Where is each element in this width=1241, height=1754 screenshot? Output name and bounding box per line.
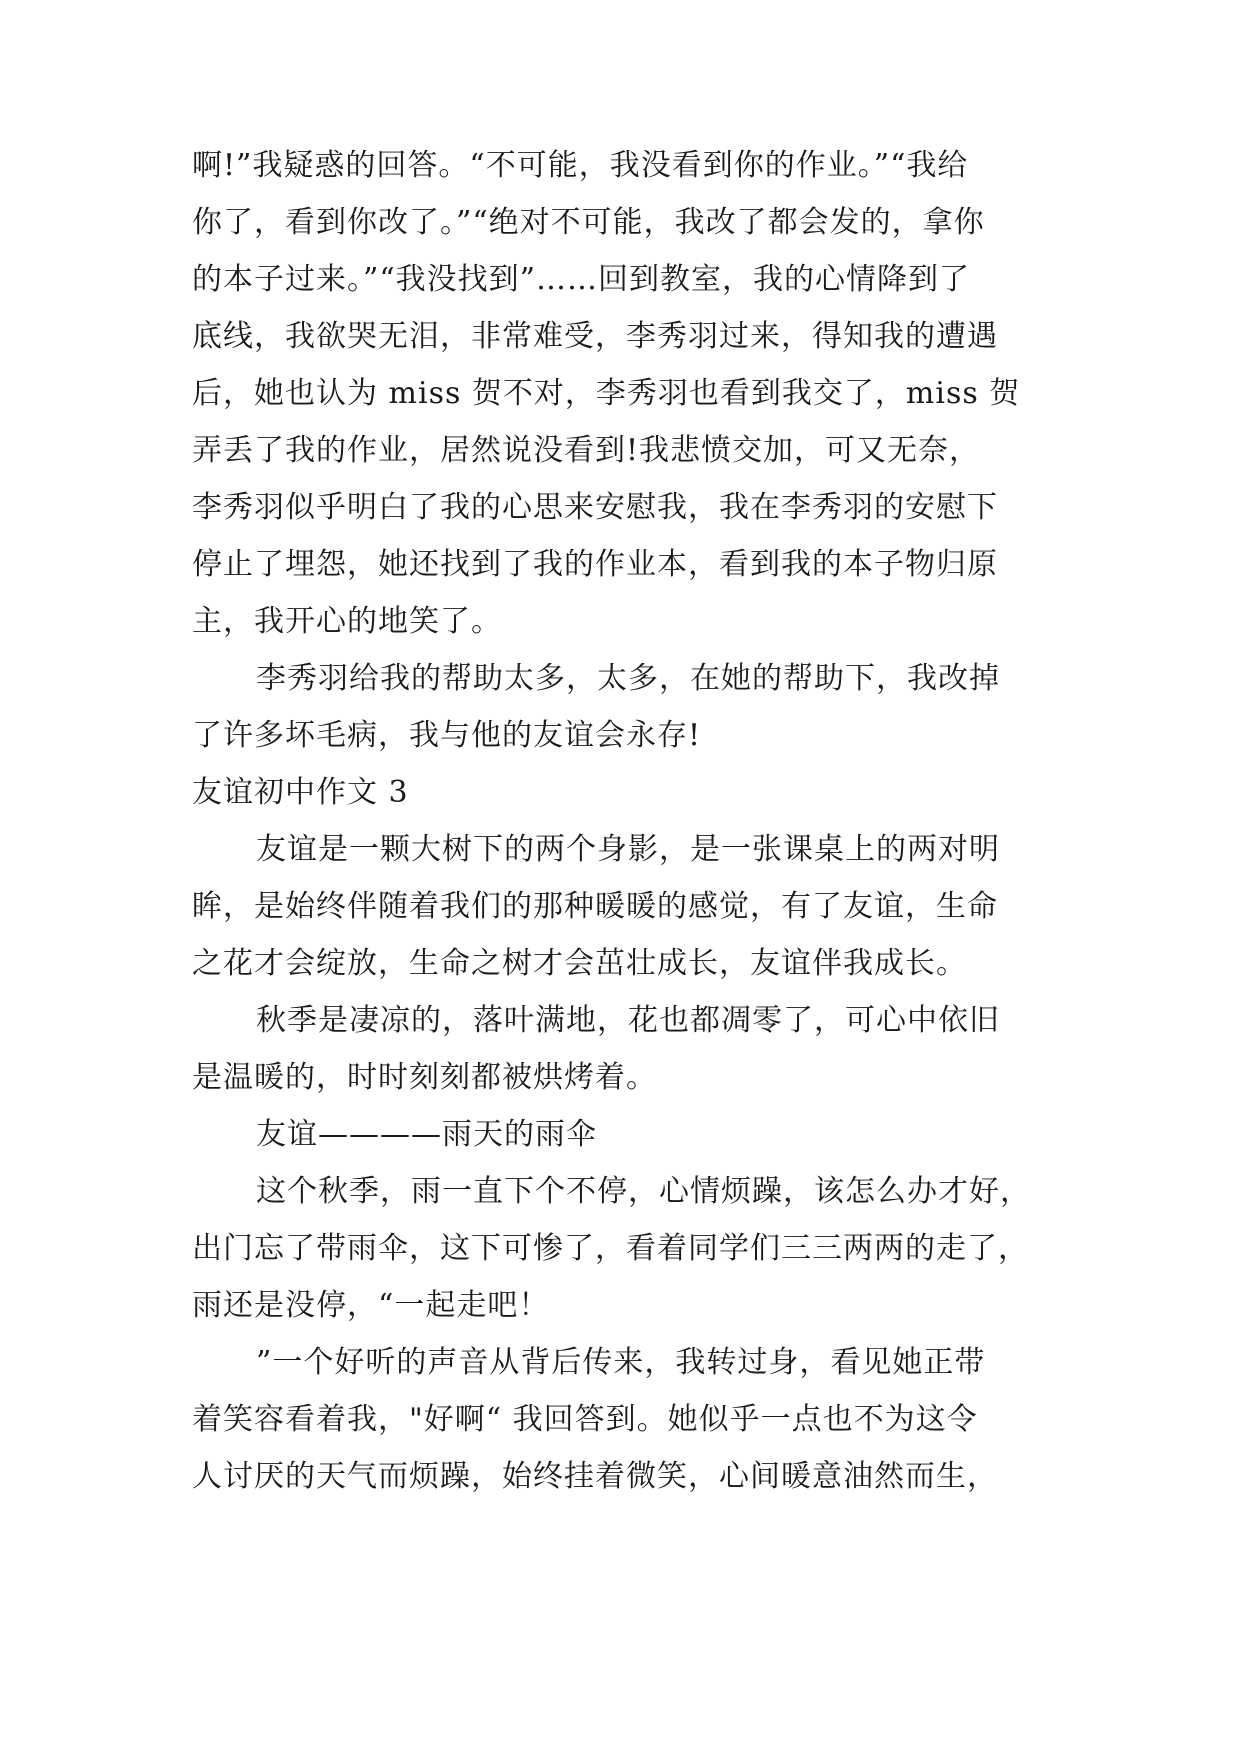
text-line: 是温暖的，时时刻刻都被烘烤着。 (192, 1060, 657, 1095)
paragraph-start-line: 李秀羽给我的帮助太多，太多，在她的帮助下，我改掉 (256, 661, 1000, 696)
text-line: 主，我开心的地笑了。 (192, 604, 502, 639)
text-line: 出门忘了带雨伞，这下可惨了，看着同学们三三两两的走了， (192, 1231, 1029, 1266)
text-line: 李秀羽似乎明白了我的心思来安慰我，我在李秀羽的安慰下 (192, 490, 998, 525)
paragraph-start-line: 这个秋季，雨一直下个不停，心情烦躁，该怎么办才好， (256, 1174, 1031, 1209)
subheading-line: 友谊————雨天的雨伞 (256, 1117, 597, 1152)
section-heading: 友谊初中作文 3 (192, 775, 409, 810)
text-line: 的本子过来。”“我没找到”……回到教室，我的心情降到了 (192, 262, 971, 297)
text-line: 着笑容看着我，"好啊“ 我回答到。她似乎一点也不为这令 (192, 1402, 978, 1437)
text-line: 啊!”我疑惑的回答。“不可能，我没看到你的作业。”“我给 (192, 148, 969, 183)
text-line: 眸，是始终伴随着我们的那种暖暖的感觉，有了友谊，生命 (192, 889, 998, 924)
text-line: 弄丢了我的作业，居然说没看到!我悲愤交加，可又无奈， (192, 433, 981, 468)
paragraph-start-line: ”一个好听的声音从背后传来，我转过身，看见她正带 (256, 1345, 986, 1380)
text-line: 底线，我欲哭无泪，非常难受，李秀羽过来，得知我的遭遇 (192, 319, 998, 354)
text-line: 之花才会绽放，生命之树才会茁壮成长，友谊伴我成长。 (192, 946, 967, 981)
paragraph-start-line: 秋季是凄凉的，落叶满地，花也都凋零了，可心中依旧 (256, 1003, 1000, 1038)
text-line: 你了，看到你改了。”“绝对不可能，我改了都会发的，拿你 (192, 205, 985, 240)
text-line: 雨还是没停，“一起走吧！ (192, 1288, 550, 1323)
paragraph-start-line: 友谊是一颗大树下的两个身影，是一张课桌上的两对明 (256, 832, 1000, 867)
text-line: 了许多坏毛病，我与他的友谊会永存! (192, 718, 702, 753)
text-line: 停止了埋怨，她还找到了我的作业本，看到我的本子物归原 (192, 547, 998, 582)
text-line: 后，她也认为 miss 贺不对，李秀羽也看到我交了，miss 贺 (192, 376, 1021, 411)
text-line: 人讨厌的天气而烦躁，始终挂着微笑，心间暖意油然而生， (192, 1459, 998, 1494)
